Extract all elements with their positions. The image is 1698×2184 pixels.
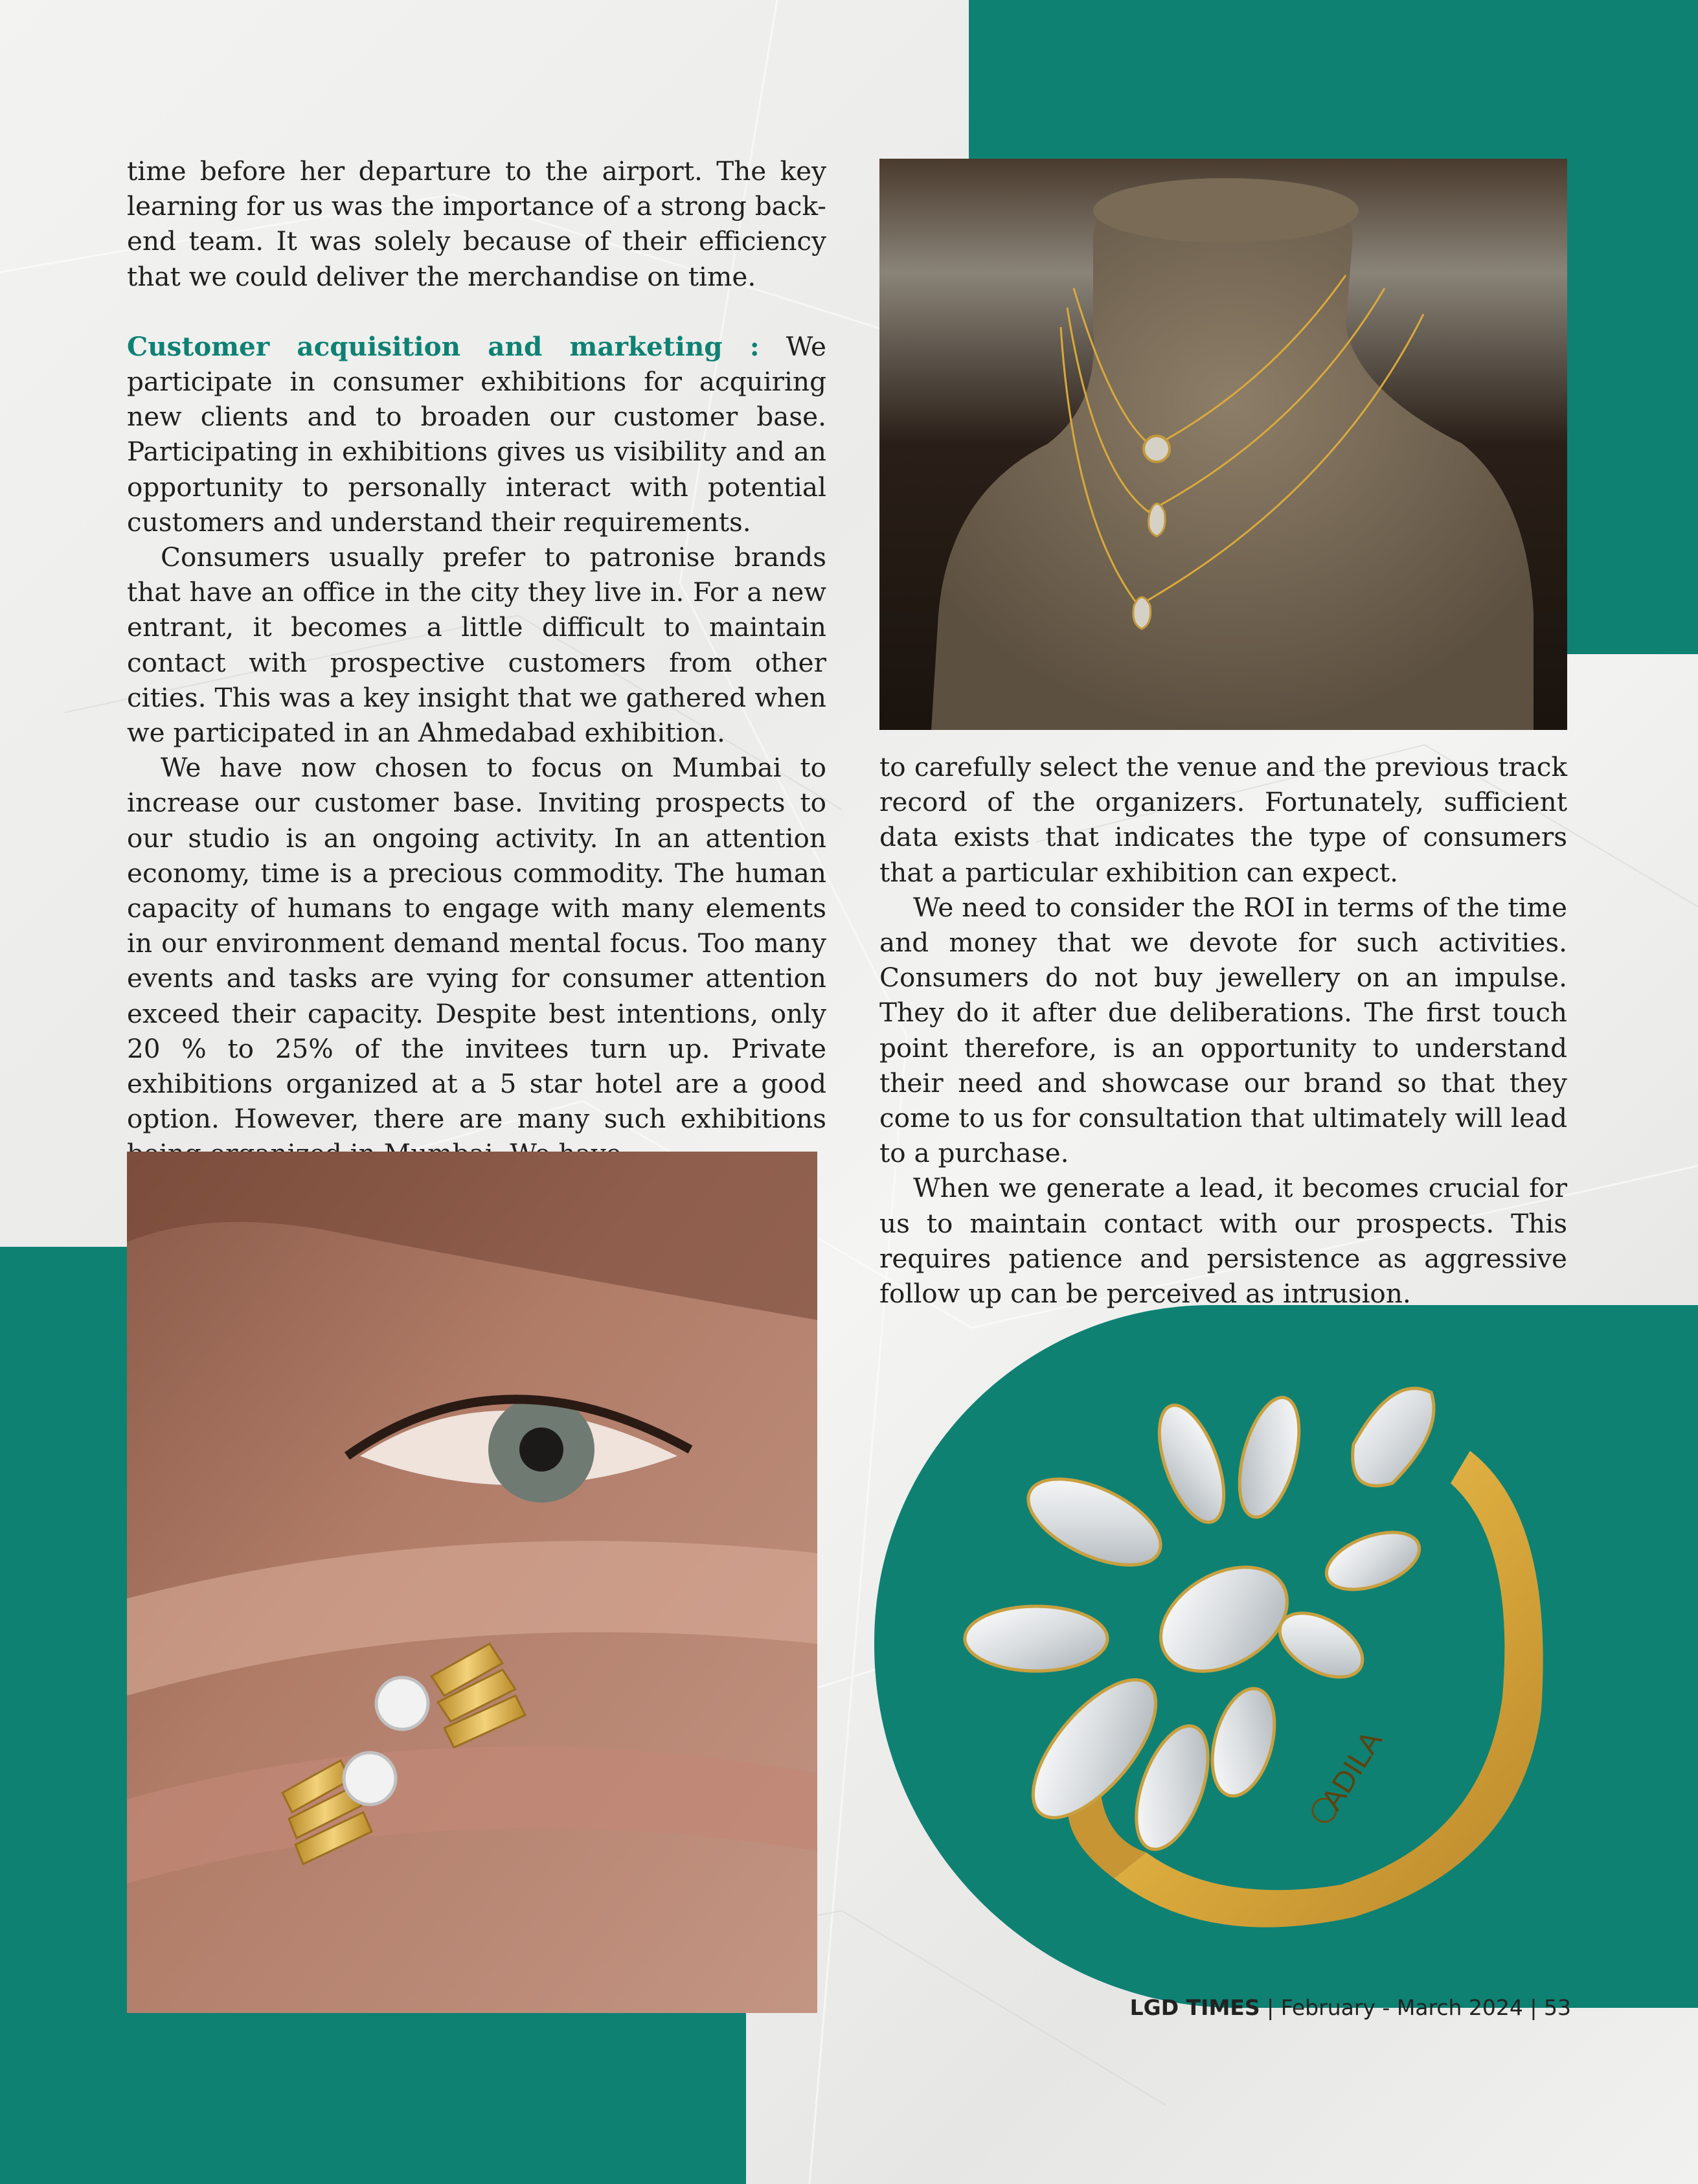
page-footer [1130, 1995, 1571, 2020]
paragraph: We need to consider the ROI in terms of the time and money that we devote for such activities. Consumers do not buy jewellery on an impulse. They do it after due deliberations. The first touch point therefore, is an opportunity to understand their need and showcase our brand so that they come to us for consultation that ultimately will lead to a purchase. [879, 891, 1567, 1169]
flower-ring-illustration [900, 1347, 1567, 1956]
footer-separator: | [1260, 1995, 1281, 2020]
text-column-right [879, 749, 1567, 1311]
section-heading: Customer acquisition and marketing : [127, 330, 760, 362]
issue-date: February - March 2024 [1280, 1995, 1523, 2020]
paragraph-text: We participate in consumer exhibitions for acquiring new clients and to broaden our customer base. Participating in exhibitions gives us visibility and an opportunity to personally interact with potential customers and understand their requirements. [127, 330, 826, 538]
paragraph: time before her departure to the airport. The key learning for us was the importance of a strong back-end team. It was solely because of their efficiency that we could deliver the merchandise on time. [127, 155, 826, 292]
paragraph [127, 329, 826, 540]
footer-separator: | [1523, 1995, 1544, 2020]
paragraph: Consumers usually prefer to patronise brands that have an office in the city they live in. For a new entrant, it becomes a little difficult to maintain contact with prospective customers from other cities. This was a key insight that we gathered when we participated in an Ahmedabad exhibition. [127, 541, 826, 749]
publication-name: LGD TIMES [1129, 1995, 1260, 2020]
page-number: 53 [1544, 1995, 1571, 2020]
text-column-left [127, 154, 826, 1172]
necklace-bust-photo [879, 159, 1567, 730]
ring-engraving: ADILA [1314, 1724, 1388, 1816]
eye-ring-photo [127, 1152, 817, 2013]
necklace-bust-illustration [879, 159, 1567, 730]
paragraph: to carefully select the venue and the previous track record of the organizers. Fortunately, sufficient data exists that indicates the type of consumers that a particular exhibition can expect. [879, 751, 1567, 888]
adila-ring-photo [900, 1347, 1567, 1956]
paragraph: When we generate a lead, it becomes crucial for us to maintain contact with our prospects. This requires patience and persistence as aggressive follow up can be perceived as intrusion. [879, 1172, 1567, 1310]
eye-ring-illustration [127, 1152, 817, 2013]
paragraph: We have now chosen to focus on Mumbai to increase our customer base. Inviting prospects to our studio is an ongoing activity. In an attention economy, time is a precious commodity. The human capacity of humans to engage with many elements in our environment demand mental focus. Too many events and tasks are vying for consumer attention exceed their capacity. Despite best intentions, only 20 % to 25% of the invitees turn up. Private exhibitions organized at a 5 star hotel are a good option. However, there are many such exhibitions [127, 752, 826, 1135]
